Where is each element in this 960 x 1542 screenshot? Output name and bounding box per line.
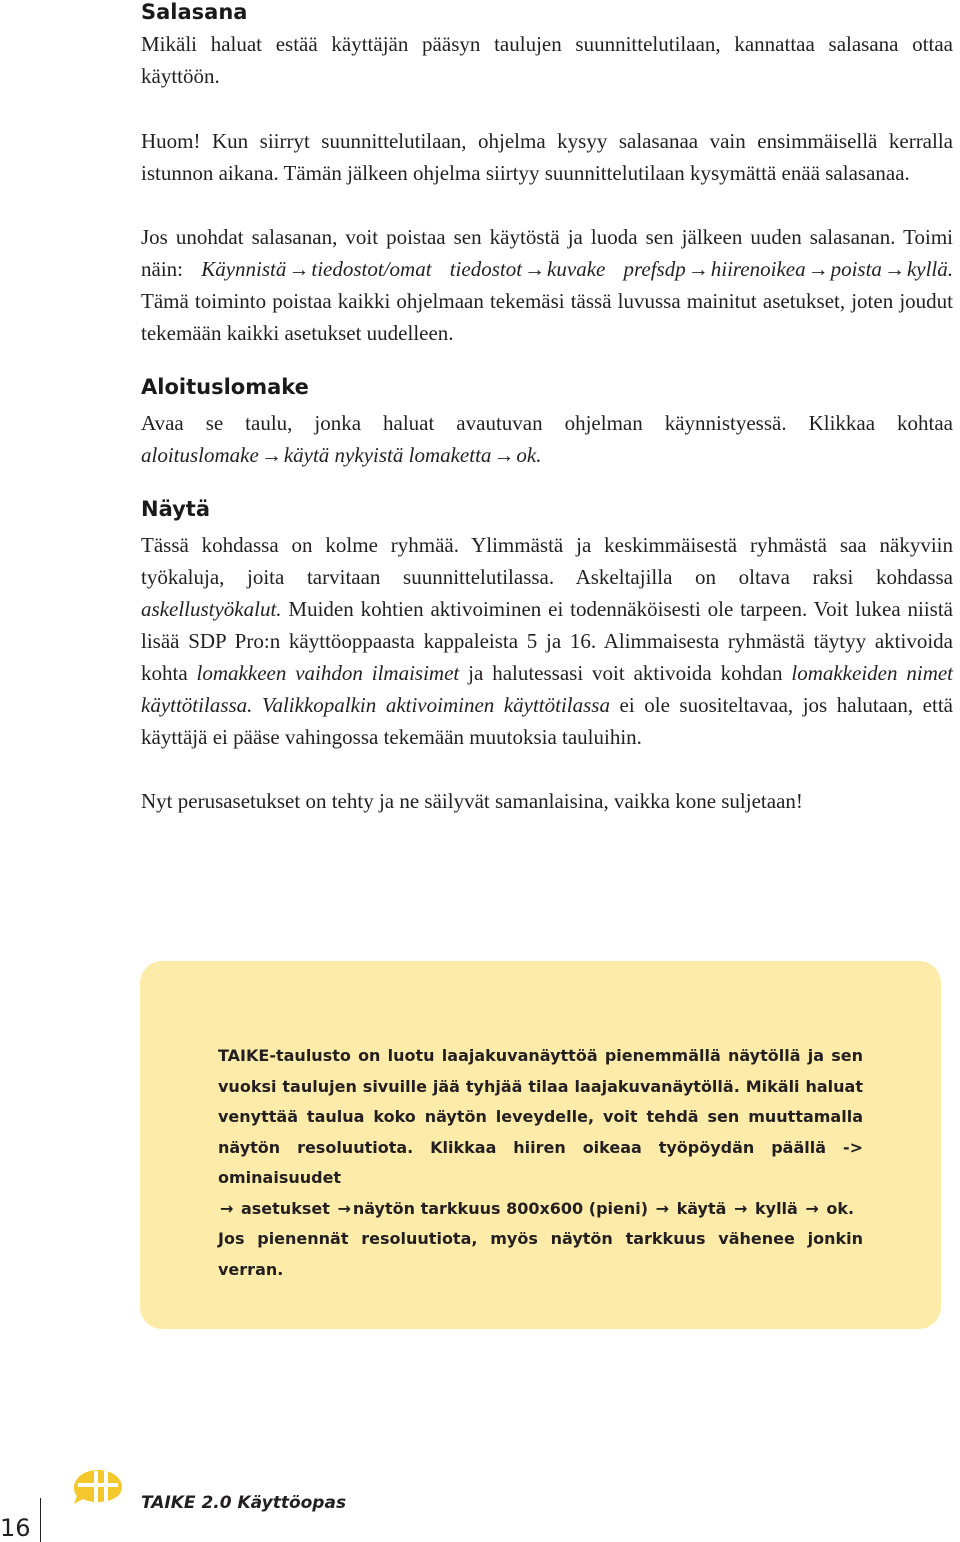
- menu-path-step: ok.: [516, 443, 542, 467]
- settings-step: kyllä: [755, 1198, 798, 1218]
- text-segment: [252, 693, 262, 717]
- text-segment: Jos pienennät resoluutiota, myös näytön tarkkuus vähenee jonkin verran.: [218, 1229, 863, 1279]
- page-content: [141, 0, 953, 817]
- arrow-right-icon: →: [220, 1198, 234, 1218]
- menu-path-step: kuvake prefsdp: [547, 257, 686, 281]
- footer-divider: [40, 1498, 41, 1542]
- arrow-right-icon: →: [288, 257, 310, 281]
- settings-step: asetukset: [240, 1198, 330, 1218]
- text-segment: Jos unohdat salasanan, voit poistaa sen käytöstä ja luoda sen jälkeen uuden salasanan. Toimi näin:: [141, 225, 953, 281]
- page-number: 16: [0, 1514, 31, 1542]
- emphasis-text: lomakkeiden nimet käyttötilassa.: [141, 661, 954, 717]
- text-segment: ja halutessasi voit aktivoida kohdan: [459, 661, 792, 685]
- text-segment: Muiden kohtien aktivoiminen ei todennäköisesti ole tarpeen. Voit lukea niistä lisää SDP Pro:n käyttöoppaasta kappaleista 5 ja 16. Alimmaisesta ryhmästä täytyy aktivoida kohta: [141, 597, 953, 685]
- menu-path-step: käytä nykyistä lomaketta: [283, 443, 492, 467]
- menu-path-step: hiirenoikea: [710, 257, 806, 281]
- settings-step: käytä: [676, 1198, 727, 1218]
- emphasis-text: askellustyökalut.: [141, 597, 282, 621]
- menu-path-step: aloituslomake: [141, 443, 259, 467]
- arrow-right-icon: →: [883, 257, 905, 281]
- text-segment: ei ole suositeltavaa, jos halutaan, että käyttäjä ei pääse vahingossa tekemään muutoksia tauluihin.: [141, 693, 953, 749]
- paragraph-salasana-3: [141, 221, 953, 349]
- arrow-right-icon: →: [337, 1198, 351, 1218]
- menu-path-step: poista: [830, 257, 882, 281]
- callout-text: [218, 1041, 863, 1285]
- arrow-right-icon: →: [687, 257, 709, 281]
- paragraph-nayta: [141, 529, 953, 753]
- settings-step: ok.: [826, 1198, 855, 1218]
- emphasis-text: lomakkeen vaihdon ilmaisimet: [196, 661, 460, 685]
- menu-path-step: tiedostot/omat tiedostot: [311, 257, 523, 281]
- text-segment: TAIKE-taulusto on luotu laajakuvanäyttöä pienemmällä näytöllä ja sen vuoksi taulujen sivuille jää tyhjää tilaa laajakuvanäytöllä. Mikäli haluat venyttää taulua koko näytön leveydelle, voit tehdä sen muuttamalla näytön resoluutiota. Klikkaa hiiren oikeaa työpöydän päällä -> ominaisuudet: [218, 1046, 863, 1187]
- paragraph-closing: Nyt perusasetukset on tehty ja ne säilyvät samanlaisina, vaikka kone suljetaan!: [141, 789, 803, 813]
- info-callout-box: [140, 961, 941, 1329]
- arrow-right-icon: →: [805, 1198, 819, 1218]
- emphasis-text: Valikkopalkin aktivoiminen käyttötilassa: [261, 693, 610, 717]
- taike-logo-icon: [68, 1466, 126, 1506]
- arrow-right-icon: →: [807, 257, 829, 281]
- arrow-right-icon: →: [260, 443, 282, 467]
- paragraph-salasana-2: Huom! Kun siirryt suunnittelutilaan, ohjelma kysyy salasanaa vain ensimmäisellä kerralla istunnon aikana. Tämän jälkeen ohjelma siirtyy suunnittelutilaan kysymättä enää salasanaa.: [141, 129, 953, 185]
- arrow-right-icon: →: [524, 257, 546, 281]
- settings-step: näytön tarkkuus 800x600 (pieni): [352, 1198, 649, 1218]
- text-segment: Tämä toiminto poistaa kaikki ohjelmaan tekemäsi tässä luvussa mainitut asetukset, joten joudut tekemään kaikki asetukset uudelleen.: [141, 289, 953, 345]
- footer-title: TAIKE 2.0 Käyttöopas: [141, 1493, 347, 1513]
- menu-path-step: kyllä.: [906, 257, 953, 281]
- heading-aloituslomake: Aloituslomake: [141, 375, 309, 399]
- paragraph-salasana-1: Mikäli haluat estää käyttäjän pääsyn taulujen suunnittelutilaan, kannattaa salasana ottaa käyttöön.: [141, 32, 953, 88]
- text-segment: Avaa se taulu, jonka haluat avautuvan ohjelman käynnistyessä. Klikkaa kohtaa: [141, 411, 953, 435]
- arrow-right-icon: →: [734, 1198, 748, 1218]
- menu-path-step: Käynnistä: [201, 257, 287, 281]
- arrow-right-icon: →: [493, 443, 515, 467]
- arrow-right-icon: →: [655, 1198, 670, 1218]
- heading-nayta: Näytä: [141, 497, 210, 521]
- heading-salasana: Salasana: [141, 0, 248, 24]
- paragraph-aloituslomake: [141, 407, 953, 471]
- text-segment: Tässä kohdassa on kolme ryhmää. Ylimmästä ja keskimmäisestä ryhmästä saa näkyviin työkaluja, joita tarvitaan suunnittelutilassa. Askeltajilla on oltava raksi kohdassa: [141, 533, 953, 589]
